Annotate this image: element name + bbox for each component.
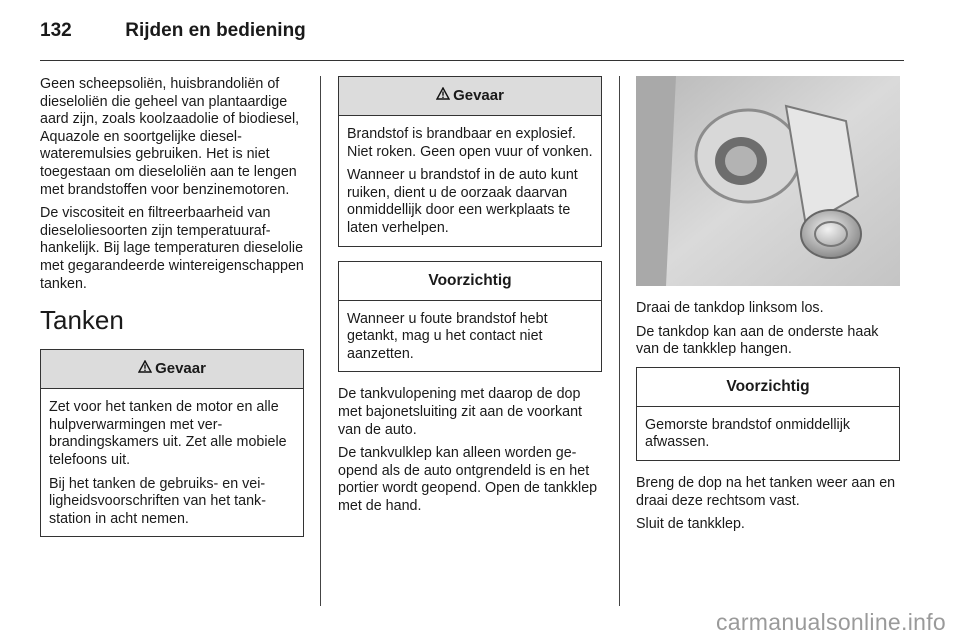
- danger-box-heading: Gevaar: [453, 87, 504, 105]
- fuel-filler-photo: [636, 76, 900, 286]
- caution-box-header: [339, 262, 601, 301]
- header-divider: [40, 60, 904, 61]
- page-header: [40, 20, 306, 42]
- column-divider-right: [619, 76, 620, 606]
- caution-box: [636, 367, 900, 461]
- box-paragraph: Gemorste brandstof onmiddellijk afwassen.: [645, 416, 851, 451]
- danger-box-header: [41, 350, 303, 389]
- caution-box-heading: Voorzichtig: [428, 271, 512, 289]
- warning-triangle-icon: [436, 87, 450, 105]
- danger-box: [40, 349, 304, 537]
- danger-box-body: [339, 116, 601, 246]
- danger-box: [338, 76, 602, 247]
- column-3: [636, 76, 900, 540]
- caution-box-heading: Voorzichtig: [726, 377, 810, 395]
- danger-box-header: [339, 77, 601, 116]
- section-title: Tanken: [40, 305, 124, 336]
- box-paragraph: Wanneer u foute brandstof hebt getankt, mag u het contact niet aanzetten.: [347, 310, 548, 362]
- watermark: carmanualsonline.info: [715, 609, 946, 635]
- warning-triangle-icon: [138, 360, 152, 378]
- box-paragraph: Brandstof is brandbaar en explosief. Niet roken. Geen open vuur of vonken.: [347, 126, 593, 160]
- caution-box-header: [637, 368, 899, 407]
- page-number: 132: [40, 20, 72, 41]
- chapter-title: Rijden en bediening: [125, 20, 306, 41]
- paragraph: De viscositeit en filtreerbaarheid van dieseloliesoorten zijn temperatuurafhankelijk. Bij lage temperaturen dieselolie met gegarandeerde wintereigenschappen tanken.: [40, 205, 304, 292]
- caution-box: [338, 261, 602, 373]
- paragraph: Geen scheepsoliën, huisbrandoliën of dieseloliën die geheel van plantaardige aard zijn, zoals koolzaadolie of biodiesel, Aquazole en soortgelijke diesel-wateremulsies gebruiken. Het is niet toegestaan om dieseloliën aan te lengen met brandstoffen voor benzinemotoren.: [40, 76, 300, 198]
- paragraph: De tankdop kan aan de onderste haak van de tankklep hangen.: [636, 323, 879, 358]
- paragraph: De tankvulopening met daarop de dop met bajonetsluiting zit aan de voorkant van de auto.: [338, 386, 582, 438]
- danger-box-heading: Gevaar: [155, 360, 206, 378]
- danger-box-body: [41, 389, 303, 536]
- caution-box-body: [637, 407, 899, 460]
- caution-box-body: [339, 301, 601, 372]
- column-divider-left: [320, 76, 321, 606]
- box-paragraph: Bij het tanken de gebruiks- en veiligheidsvoorschriften van het tankstation in acht nemen.: [49, 475, 266, 527]
- box-paragraph: Zet voor het tanken de motor en alle hulpverwarmingen met verbrandingskamers uit. Zet alle mobiele telefoons uit.: [49, 399, 287, 468]
- box-paragraph: Wanneer u brandstof in de auto kunt ruiken, dient u de oorzaak daarvan onmiddellijk door een werkplaats te laten verhelpen.: [347, 167, 578, 236]
- paragraph: Draai de tankdop linksom los.: [636, 300, 824, 316]
- paragraph: Breng de dop na het tanken weer aan en draai deze rechtsom vast.: [636, 474, 896, 509]
- column-1: [40, 76, 304, 537]
- paragraph: Sluit de tankklep.: [636, 516, 745, 533]
- column-2: [338, 76, 602, 522]
- paragraph: De tankvulklep kan alleen worden geopend als de auto ontgrendeld is en het portier wordt geopend. Open de tankklep met de hand.: [338, 445, 598, 514]
